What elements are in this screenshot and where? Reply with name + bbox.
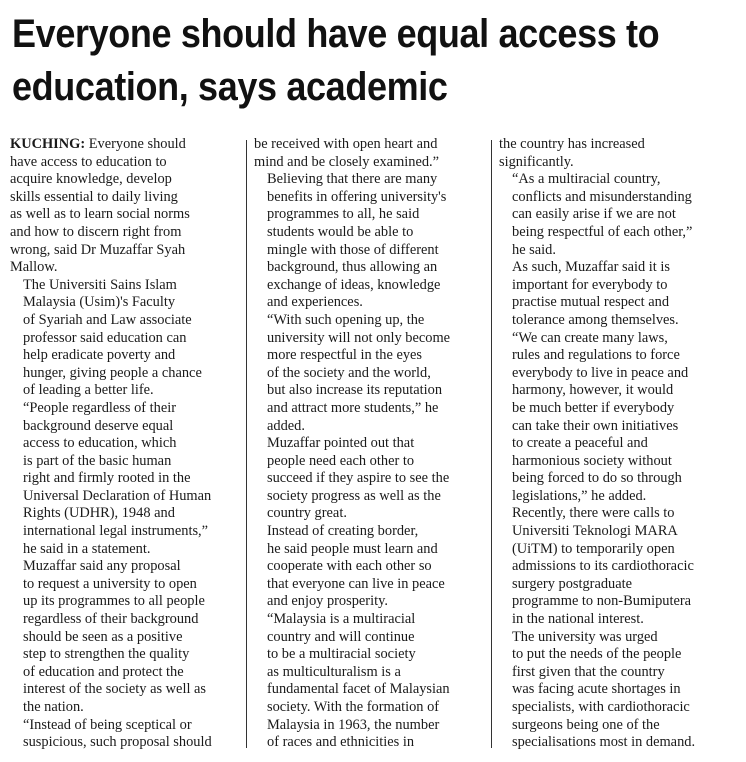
text-line: students would be able to [267,223,414,240]
text-line: society progress as well as the [267,487,441,504]
text-line: of Syariah and Law associate [23,311,192,328]
column-divider [491,140,492,748]
text-line: benefits in offering university's [267,188,447,205]
text-line: legislations,” he added. [512,487,647,504]
text-line: to put the needs of the people [512,646,682,663]
text-line: “Instead of being sceptical or [23,716,192,733]
text-line: conflicts and misunderstanding [512,188,692,205]
text-line: the nation. [23,699,84,715]
paragraph [499,330,734,506]
column-3 [499,136,734,762]
text-line: specialists, with cardiothoracic [512,699,690,715]
text-line: exchange of ideas, knowledge [267,276,441,293]
text-line: of the society and the world, [267,364,431,381]
text-line: and how to discern right from [10,223,182,240]
text-line: significantly. [499,153,574,170]
text-line: practise mutual respect and [512,294,670,311]
text-line: surgery postgraduate [512,575,633,592]
text-line: be received with open heart and [254,136,438,152]
text-line: as multiculturalism is a [267,663,401,680]
text-line: The Universiti Sains Islam [23,276,177,293]
text-line: in the national interest. [512,611,644,628]
paragraph [254,435,484,523]
text-line: cooperate with each other so [267,558,432,575]
text-line: of races and ethnicities in [267,734,415,751]
text-line: people need each other to [267,452,415,469]
text-line: Recently, there were calls to [512,505,675,522]
article-body [0,136,746,762]
text-line: international legal instruments,” [23,523,209,540]
text-line: step to strengthen the quality [23,646,190,663]
text-line: society. With the formation of [267,699,440,715]
text-line: Instead of creating border, [267,523,419,540]
text-line: “People regardless of their [23,399,177,416]
text-line: added. [267,417,305,434]
dateline: KUCHING: [10,136,86,152]
paragraph [10,277,240,400]
text-line: Rights (UDHR), 1948 and [23,505,175,522]
text-line: help eradicate poverty and [23,347,176,364]
text-line: to create a peaceful and [512,435,648,452]
text-line: that everyone can live in peace [267,575,445,592]
text-line: as well as to learn social norms [10,206,190,223]
text-line: right and firmly rooted in the [23,470,191,487]
text-line: programmes to all, he said [267,206,420,223]
text-line: harmony, however, it would [512,382,674,399]
paragraph [499,259,734,329]
text-line: Everyone should [85,136,186,152]
text-line: regardless of their background [23,611,199,628]
paragraph [254,312,484,435]
text-line: programme to non-Bumiputera [512,593,692,610]
text-line: (UiTM) to temporarily open [512,540,675,557]
text-line: Muzaffar said any proposal [23,558,181,575]
text-line: succeed if they aspire to see the [267,470,450,487]
text-line: mingle with those of different [267,241,439,258]
text-line: being respectful of each other,” [512,223,693,240]
column-divider [246,140,247,748]
text-line: of education and protect the [23,663,184,680]
text-line: he said. [512,241,556,258]
text-line: specialisations most in demand. [512,734,696,751]
text-line: professor said education can [23,329,187,346]
text-line: is part of the basic human [23,452,172,469]
text-line: fundamental facet of Malaysian [267,681,450,698]
text-line: tolerance among themselves. [512,311,679,328]
text-line: be much better if everybody [512,399,675,416]
paragraph [254,136,484,171]
column-2 [254,136,484,762]
text-line: interest of the society as well as [23,681,207,698]
text-line: Universiti Teknologi MARA [512,523,678,540]
text-line: country great. [267,505,347,522]
text-line: “With such opening up, the [267,311,425,328]
text-line: skills essential to daily living [10,188,178,205]
text-line: Muzaffar pointed out that [267,435,415,452]
text-line: of leading a better life. [23,382,154,399]
text-line: The university was urged [512,628,658,645]
text-line: have access to education to [10,153,167,170]
text-line: rules and regulations to force [512,347,680,364]
text-line: should be seen as a positive [23,628,183,645]
text-line: he said in a statement. [23,540,151,557]
text-line: As such, Muzaffar said it is [512,259,671,276]
paragraph [254,611,484,752]
text-line: “Malaysia is a multiracial [267,611,416,628]
text-line: Believing that there are many [267,171,438,188]
text-line: “We can create many laws, [512,329,668,346]
text-line: Universal Declaration of Human [23,487,212,504]
text-line: the country has increased [499,136,645,152]
text-line: being forced to do so through [512,470,682,487]
text-line: he said people must learn and [267,540,438,557]
text-line: harmonious society without [512,452,672,469]
text-line: Malaysia in 1963, the number [267,716,440,733]
paragraph [10,558,240,716]
text-line: hunger, giving people a chance [23,364,202,381]
paragraph [10,400,240,558]
text-line: to be a multiracial society [267,646,416,663]
text-line: everybody to live in peace and [512,364,689,381]
paragraph [499,629,734,752]
paragraph [10,717,240,752]
text-line: to request a university to open [23,575,197,592]
text-line: background, thus allowing an [267,259,438,276]
paragraph [254,523,484,611]
text-line: access to education, which [23,435,177,452]
text-line: important for everybody to [512,276,668,293]
text-line: background deserve equal [23,417,174,434]
text-line: and attract more students,” he [267,399,439,416]
text-line: and experiences. [267,294,363,311]
text-line: university will not only become [267,329,451,346]
text-line: more respectful in the eyes [267,347,423,364]
text-line: suspicious, such proposal should [23,734,212,751]
text-line: and enjoy prosperity. [267,593,388,610]
text-line: acquire knowledge, develop [10,171,172,188]
text-line: can take their own initiatives [512,417,679,434]
text-line: mind and be closely examined.” [254,153,440,170]
paragraph [254,171,484,312]
column-1 [10,136,240,762]
paragraph [499,505,734,628]
text-line: Malaysia (Usim)'s Faculty [23,294,176,311]
text-line: but also increase its reputation [267,382,443,399]
paragraph [10,136,240,277]
headline: Everyone should have equal access to education, says academic [12,12,660,109]
text-line: first given that the country [512,663,665,680]
text-line: surgeons being one of the [512,716,660,733]
text-line: can easily arise if we are not [512,206,676,223]
text-line: was facing acute shortages in [512,681,681,698]
text-line: Mallow. [10,259,58,276]
text-line: country and will continue [267,628,415,645]
text-line: “As a multiracial country, [512,171,661,188]
text-line: wrong, said Dr Muzaffar Syah [10,241,186,258]
text-line: up its programmes to all people [23,593,205,610]
paragraph [499,136,734,171]
text-line: admissions to its cardiothoracic [512,558,694,575]
paragraph [499,171,734,259]
